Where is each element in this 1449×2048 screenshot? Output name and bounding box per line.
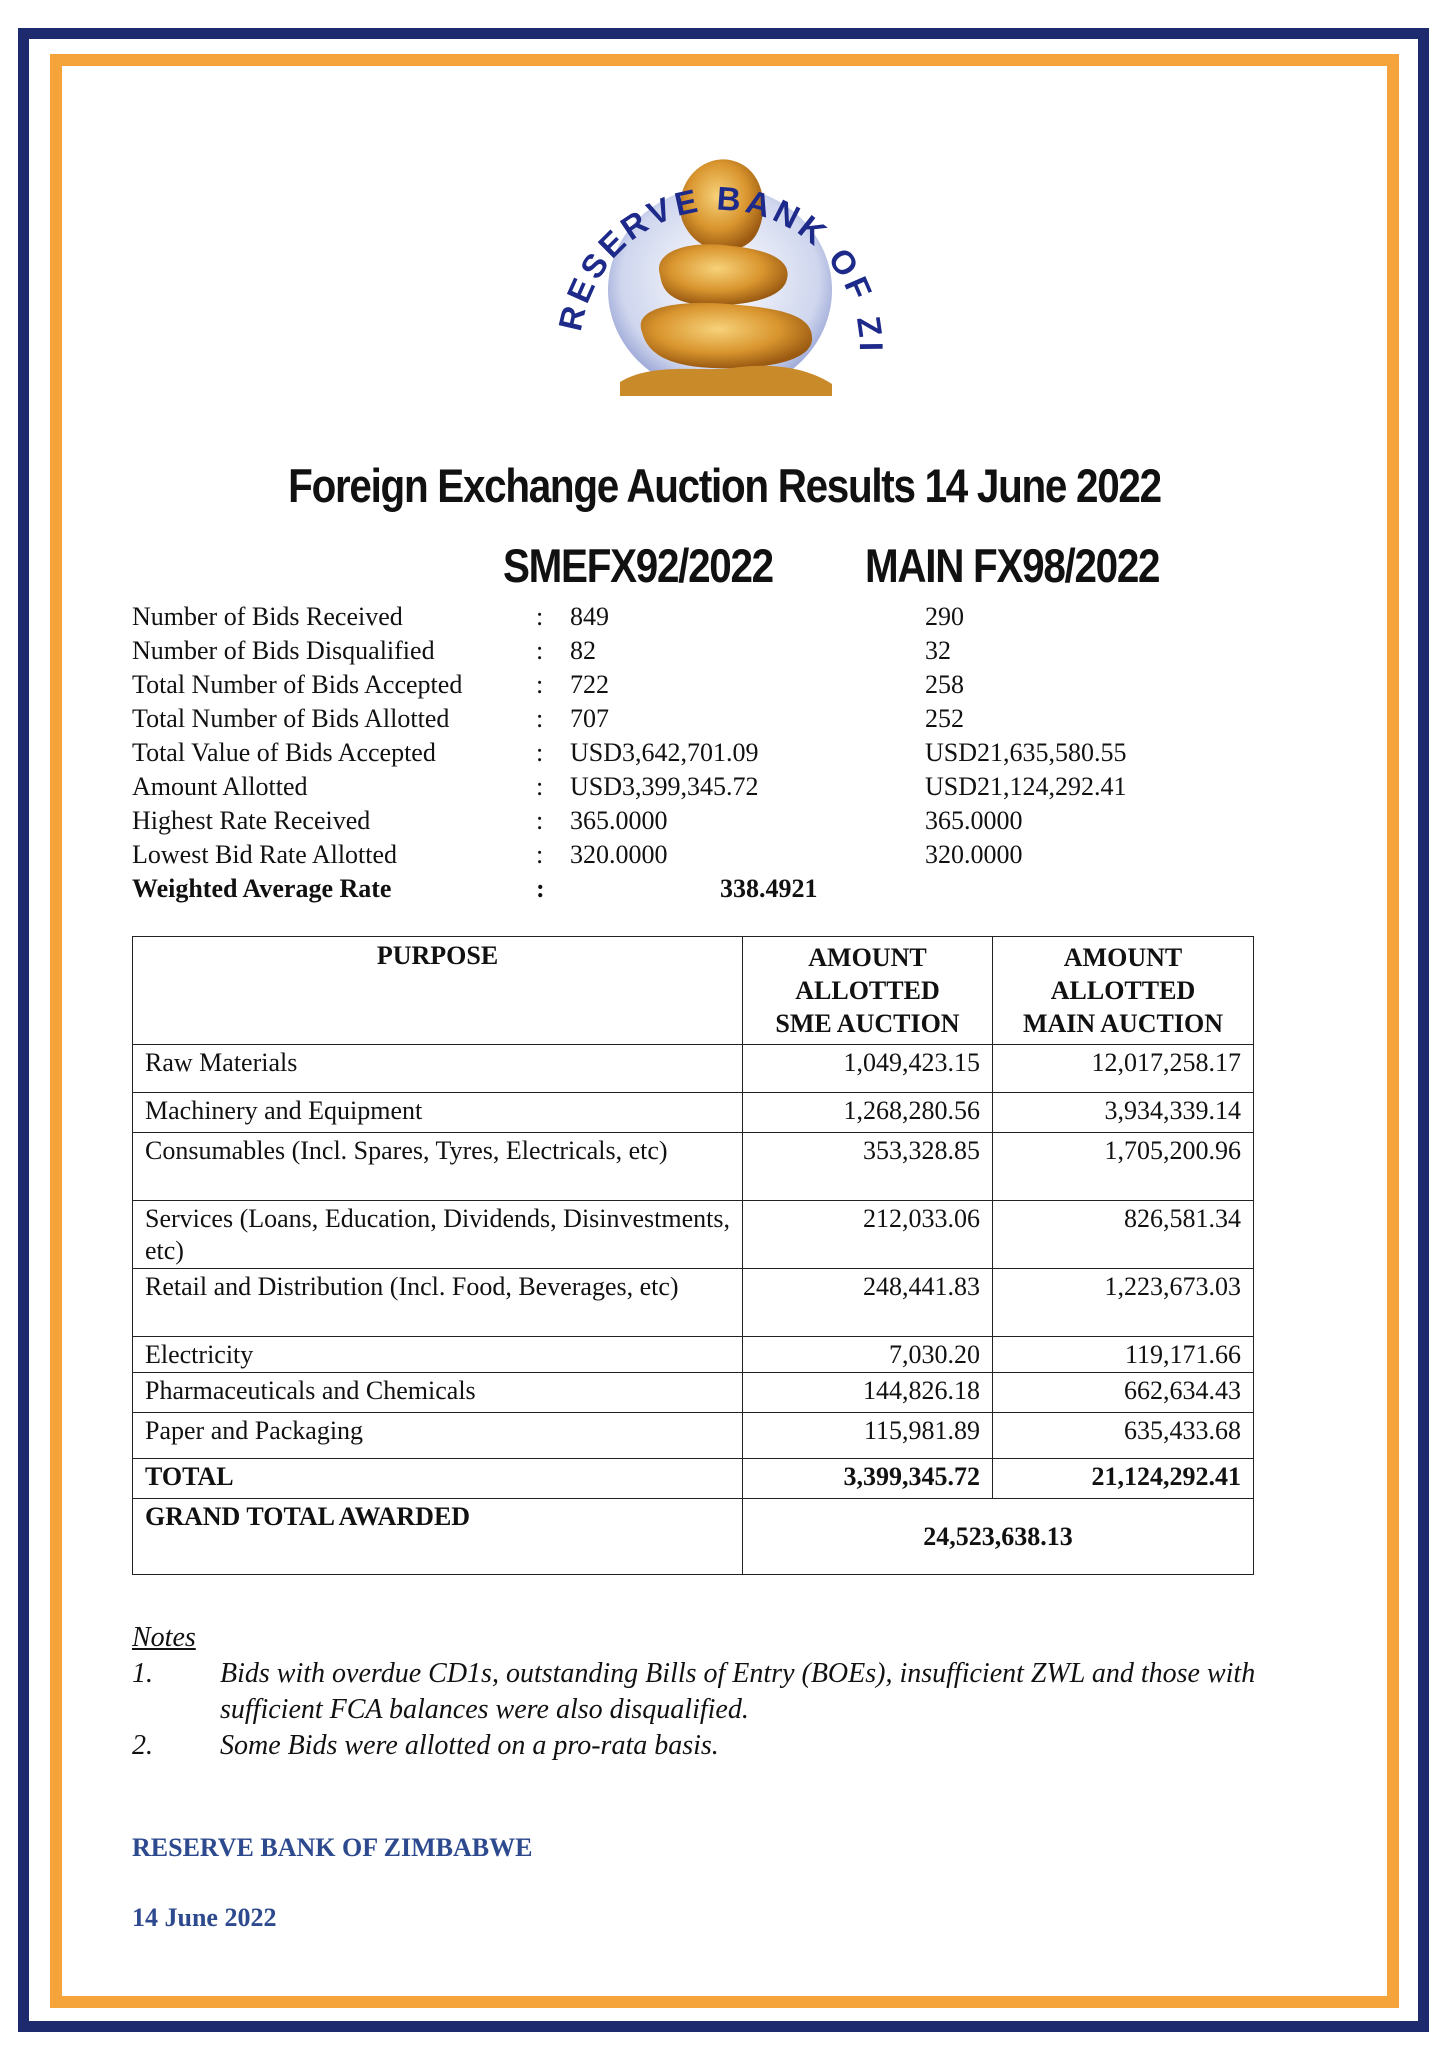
- stat-main-value: 320.0000: [925, 840, 1023, 869]
- purpose-cell: Retail and Distribution (Incl. Food, Beverages, etc): [133, 1269, 743, 1337]
- table-row: [133, 1201, 1254, 1269]
- main-amount-cell: 662,634.43: [993, 1373, 1254, 1413]
- header-line: ALLOTTED: [795, 976, 940, 1005]
- table-row: [133, 1093, 1254, 1133]
- total-row: [133, 1459, 1254, 1499]
- sme-amount-cell: 212,033.06: [743, 1201, 993, 1269]
- grand-total-row: [133, 1499, 1254, 1575]
- table-row: [133, 1133, 1254, 1201]
- note-number: 2.: [132, 1730, 153, 1761]
- main-amount-cell: 1,705,200.96: [993, 1133, 1254, 1201]
- stat-label: Total Number of Bids Accepted: [132, 670, 463, 699]
- stat-row: [132, 600, 1232, 634]
- grand-total-value: 24,523,638.13: [743, 1499, 1254, 1575]
- notes-section: [132, 1620, 1272, 1764]
- footer-issuer: RESERVE BANK OF ZIMBABWE: [132, 1833, 533, 1862]
- stat-label: Number of Bids Received: [132, 602, 403, 631]
- table-header-row: [133, 937, 1254, 1045]
- stat-colon: :: [536, 840, 544, 869]
- stat-label: Amount Allotted: [132, 772, 308, 801]
- rbz-logo-graphic: [532, 100, 912, 430]
- stat-row: [132, 634, 1232, 668]
- weighted-average-row: [132, 872, 1232, 906]
- stat-colon: :: [536, 738, 544, 767]
- sme-amount-cell: 1,049,423.15: [743, 1045, 993, 1093]
- grand-total-label: GRAND TOTAL AWARDED: [133, 1499, 743, 1575]
- stat-sme-value: 849: [570, 602, 609, 631]
- stat-main-value: 258: [925, 670, 964, 699]
- notes-title: Notes: [132, 1622, 196, 1653]
- stat-sme-value: 707: [570, 704, 609, 733]
- weighted-average-label: Weighted Average Rate: [132, 874, 392, 903]
- weighted-average-value: 338.4921: [720, 874, 818, 903]
- sme-amount-cell: 1,268,280.56: [743, 1093, 993, 1133]
- stat-main-value: USD21,635,580.55: [925, 738, 1127, 767]
- purpose-cell: Raw Materials: [133, 1045, 743, 1093]
- header-sme: [743, 937, 993, 1045]
- note-text: Some Bids were allotted on a pro-rata basis.: [220, 1730, 719, 1761]
- sme-amount-cell: 353,328.85: [743, 1133, 993, 1201]
- stat-row: [132, 770, 1232, 804]
- main-amount-cell: 119,171.66: [993, 1337, 1254, 1373]
- note-item: [132, 1656, 1272, 1728]
- footer-date: 14 June 2022: [132, 1903, 277, 1932]
- header-line: SME AUCTION: [775, 1009, 960, 1038]
- purpose-cell: Services (Loans, Education, Dividends, Disinvestments, etc): [133, 1201, 743, 1269]
- stat-row: [132, 702, 1232, 736]
- stat-colon: :: [536, 636, 544, 665]
- stat-sme-value: 365.0000: [570, 806, 668, 835]
- stat-row: [132, 736, 1232, 770]
- purpose-cell: Pharmaceuticals and Chemicals: [133, 1373, 743, 1413]
- stat-sme-value: USD3,642,701.09: [570, 738, 759, 767]
- sme-amount-cell: 144,826.18: [743, 1373, 993, 1413]
- header-main: [993, 937, 1254, 1045]
- stat-main-value: 365.0000: [925, 806, 1023, 835]
- sme-auction-code: SMEFX92/2022: [503, 539, 773, 592]
- main-auction-code: MAIN FX98/2022: [865, 539, 1160, 592]
- stat-colon: :: [536, 772, 544, 801]
- stat-colon: :: [536, 602, 544, 631]
- sme-amount-cell: 115,981.89: [743, 1413, 993, 1459]
- auction-stats: [132, 600, 1232, 906]
- header-purpose: PURPOSE: [133, 937, 743, 1045]
- total-main: 21,124,292.41: [993, 1459, 1254, 1499]
- stat-sme-value: 320.0000: [570, 840, 668, 869]
- table-row: [133, 1413, 1254, 1459]
- stat-row: [132, 668, 1232, 702]
- stat-colon: :: [536, 704, 544, 733]
- total-label: TOTAL: [133, 1459, 743, 1499]
- stat-main-value: 252: [925, 704, 964, 733]
- table-row: [133, 1045, 1254, 1093]
- stat-row: [132, 804, 1232, 838]
- header-line: AMOUNT: [808, 943, 927, 972]
- stat-label: Number of Bids Disqualified: [132, 636, 435, 665]
- stat-sme-value: 82: [570, 636, 596, 665]
- rbz-logo: [532, 100, 912, 430]
- sme-amount-cell: 7,030.20: [743, 1337, 993, 1373]
- allocation-table: [132, 936, 1254, 1575]
- sme-amount-cell: 248,441.83: [743, 1269, 993, 1337]
- logo-arc-text: RESERVE BANK OF ZI: [551, 179, 891, 356]
- table-row: [133, 1269, 1254, 1337]
- stat-row: [132, 838, 1232, 872]
- page-title: Foreign Exchange Auction Results 14 June 2022: [288, 459, 1161, 512]
- main-amount-cell: 826,581.34: [993, 1201, 1254, 1269]
- stat-label: Total Number of Bids Allotted: [132, 704, 450, 733]
- header-line: AMOUNT: [1063, 943, 1183, 972]
- stat-label: Lowest Bid Rate Allotted: [132, 840, 398, 869]
- stat-colon: :: [536, 874, 545, 903]
- main-amount-cell: 635,433.68: [993, 1413, 1254, 1459]
- header-line: MAIN AUCTION: [1022, 1009, 1224, 1038]
- table-row: [133, 1337, 1254, 1373]
- purpose-cell: Electricity: [133, 1337, 743, 1373]
- note-item: [132, 1728, 1272, 1764]
- table-row: [133, 1373, 1254, 1413]
- purpose-cell: Paper and Packaging: [133, 1413, 743, 1459]
- main-amount-cell: 1,223,673.03: [993, 1269, 1254, 1337]
- stat-label: Highest Rate Received: [132, 806, 371, 835]
- purpose-cell: Machinery and Equipment: [133, 1093, 743, 1133]
- header-line: ALLOTTED: [1050, 976, 1196, 1005]
- stat-colon: :: [536, 670, 544, 699]
- main-amount-cell: 3,934,339.14: [993, 1093, 1254, 1133]
- note-number: 1.: [132, 1658, 153, 1689]
- purpose-cell: Consumables (Incl. Spares, Tyres, Electricals, etc): [133, 1133, 743, 1201]
- main-amount-cell: 12,017,258.17: [993, 1045, 1254, 1093]
- note-text: Bids with overdue CD1s, outstanding Bills of Entry (BOEs), insufficient ZWL and those with sufficient FCA balances were also disqualified.: [220, 1658, 1256, 1725]
- stat-main-value: 290: [925, 602, 964, 631]
- stat-colon: :: [536, 806, 544, 835]
- stat-label: Total Value of Bids Accepted: [132, 738, 436, 767]
- stat-sme-value: USD3,399,345.72: [570, 772, 759, 801]
- stat-main-value: USD21,124,292.41: [925, 772, 1127, 801]
- stat-sme-value: 722: [570, 670, 609, 699]
- total-sme: 3,399,345.72: [743, 1459, 993, 1499]
- stat-main-value: 32: [925, 636, 951, 665]
